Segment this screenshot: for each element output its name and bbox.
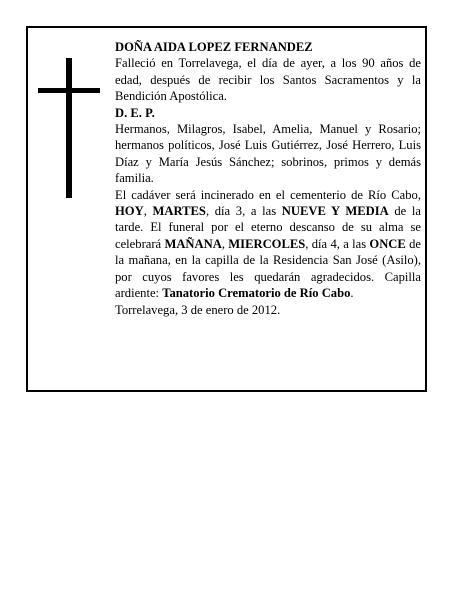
service-miercoles: MIERCOLES bbox=[228, 236, 306, 251]
cross-icon bbox=[38, 58, 100, 198]
family-list: Hermanos, Milagros, Isabel, Amelia, Manuel y Rosario; hermanos políticos, José Luis Gutiérrez, José Herrero, Luis Díaz y María Jesús Sánchez; sobrinos, primos y demás familia. bbox=[115, 122, 421, 186]
service-cremation-time: NUEVE Y MEDIA bbox=[281, 204, 389, 219]
place-date: Torrelavega, 3 de enero de 2012. bbox=[115, 302, 281, 317]
service-hoy: HOY bbox=[115, 204, 144, 219]
service-text: , bbox=[143, 204, 153, 219]
service-text: , día 4, a las bbox=[305, 236, 370, 251]
service-text: . bbox=[350, 286, 354, 301]
service-funeral-time: ONCE bbox=[369, 236, 406, 251]
service-details bbox=[115, 187, 421, 302]
cross-vertical-bar bbox=[66, 58, 72, 198]
rest-in-peace: D. E. P. bbox=[115, 105, 155, 120]
deceased-name: DOÑA AIDA LOPEZ FERNANDEZ bbox=[115, 40, 313, 54]
notice-text bbox=[115, 39, 421, 318]
service-text: El cadáver será incinerado en el cementerio de Río Cabo, bbox=[115, 187, 421, 202]
obituary-notice bbox=[26, 26, 427, 392]
service-martes: MARTES bbox=[152, 204, 206, 219]
cross-horizontal-bar bbox=[38, 88, 100, 93]
death-announcement: Falleció en Torrelavega, el día de ayer, a los 90 años de edad, después de recibir los Santos Sacramentos y la Bendición Apostólica. bbox=[115, 56, 421, 104]
service-manana: MAÑANA bbox=[164, 236, 222, 251]
service-text: de la mañana, en la capilla de la Residencia San José (Asilo), por cuyos favores les quedarán agradecidos. Capilla ardiente: bbox=[115, 236, 421, 301]
service-text: de la tarde. El funeral por el eterno descanso de su alma se celebrará bbox=[115, 204, 422, 251]
service-chapel: Tanatorio Crematorio de Río Cabo bbox=[162, 286, 351, 301]
service-text: , día 3, a las bbox=[205, 204, 282, 219]
service-text: , bbox=[221, 236, 229, 251]
